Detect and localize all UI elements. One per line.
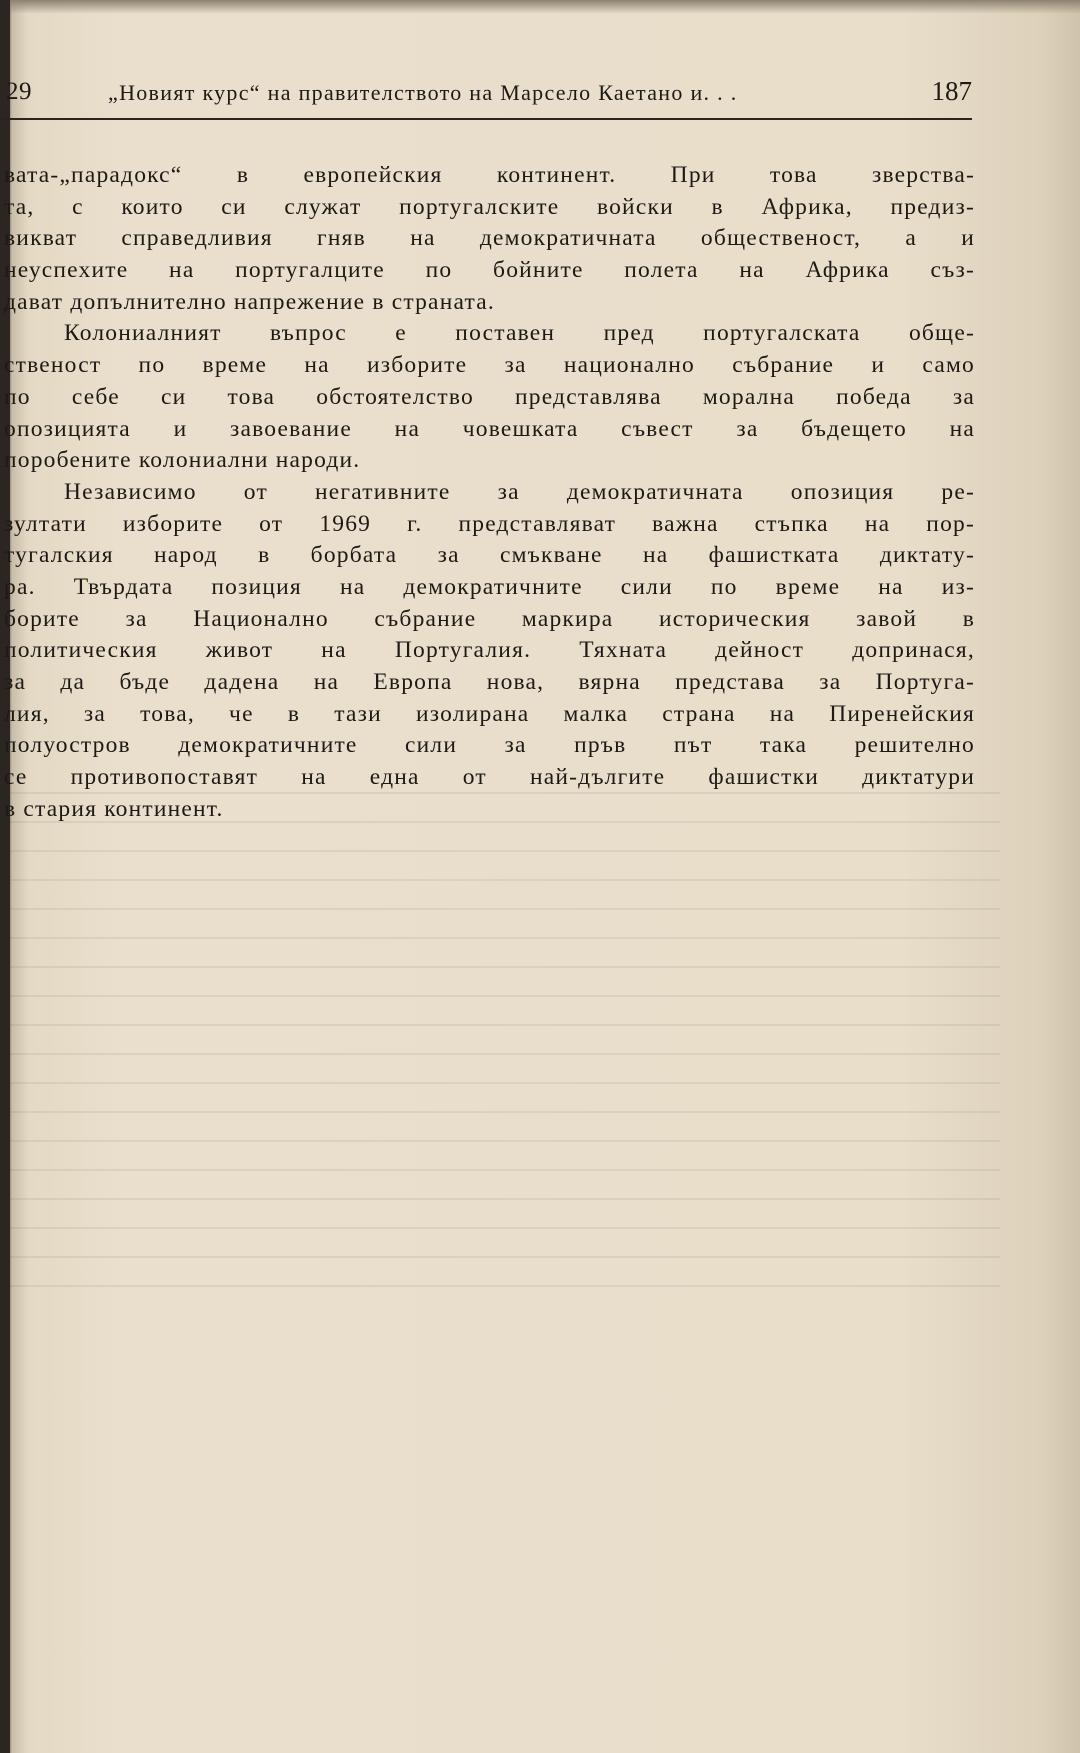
text-line: полуостров демократичните сили за пръв път така решително (4, 732, 975, 759)
text-line: ра. Твърдата позиция на демократичните сили по време на из- (4, 573, 975, 600)
text-line: та, с които си служат португалските войски в Африка, предиз- (4, 193, 975, 220)
running-title: „Новият курс“ на правителството на Марсело Каетано и. . . (108, 80, 738, 105)
facing-page-number: 29 (6, 78, 32, 105)
text-line: в стария континент. (4, 795, 224, 822)
text-line: Независимо от негативните за демократичната опозиция ре- (64, 478, 975, 505)
text-line: лия, за това, че в тази изолирана малка страна на Пиренейския (4, 700, 975, 727)
show-through-text (0, 770, 1000, 1310)
text-line: Колониалният въпрос е поставен пред португалската обще- (64, 320, 975, 347)
text-line: за да бъде дадена на Европа нова, вярна представа за Португа- (4, 669, 975, 695)
text-line: викват справедливия гняв на демократичната общественост, а и (4, 225, 975, 252)
header-rule (0, 118, 972, 120)
text-line: дават допълнително напрежение в страната. (4, 288, 495, 315)
text-line: зултати изборите от 1969 г. представляват важна стъпка на пор- (4, 510, 975, 537)
text-line: поробените колониални народи. (4, 447, 361, 474)
text-line: ственост по време на изборите за национално събрание и само (4, 352, 975, 379)
text-line: по себе си това обстоятелство представлява морална победа за (4, 383, 975, 410)
body-text (0, 160, 975, 825)
text-line: се противопоставят на една от най-дългите фашистки диктатури (4, 764, 975, 791)
top-shadow (0, 0, 1080, 14)
running-header (0, 74, 975, 114)
text-line: тугалския народ в борбата за смъкване на фашистката диктату- (4, 542, 975, 569)
page-number: 187 (931, 76, 972, 106)
text-line: борите за Национално събрание маркира историческия завой в (4, 605, 975, 632)
text-line: политическия живот на Португалия. Тяхната дейност допринася, (4, 637, 975, 664)
text-line: неуспехите на португалците по бойните полета на Африка съз- (4, 257, 975, 284)
text-line: опозицията и завоевание на човешката съвест за бъдещето на (4, 415, 975, 442)
text-line: вата-„парадокс“ в европейския континент. При това зверства- (4, 162, 975, 188)
